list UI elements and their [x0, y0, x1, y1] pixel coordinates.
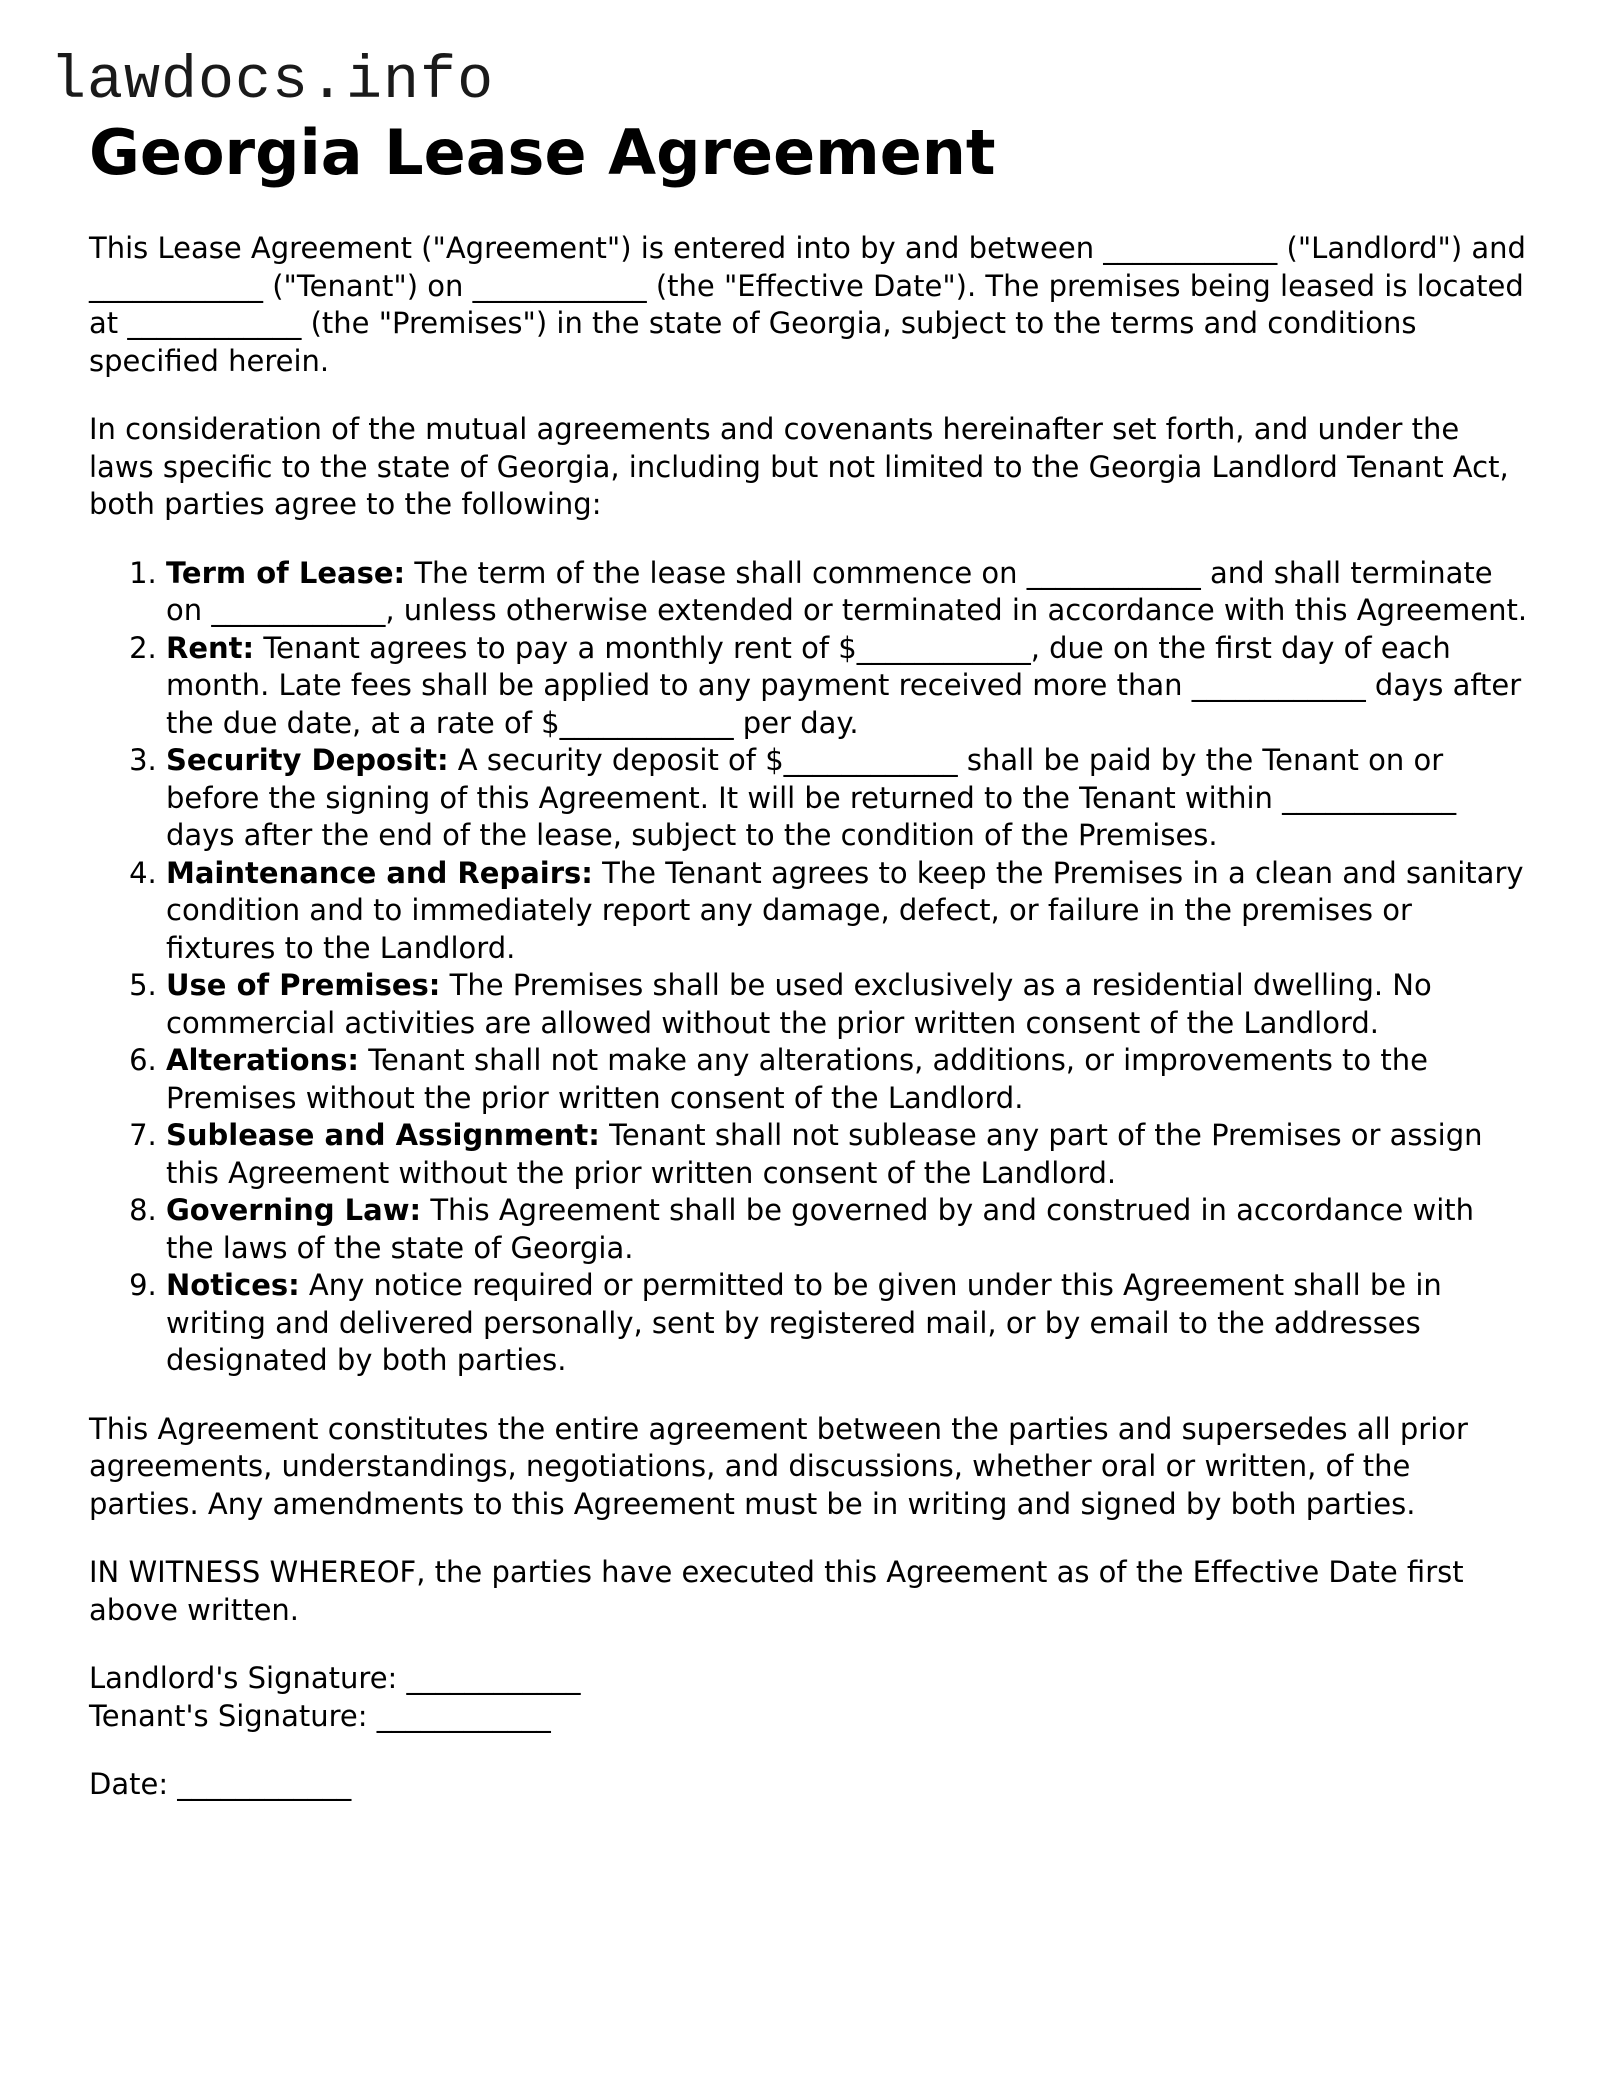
document-title: Georgia Lease Agreement — [89, 116, 996, 189]
document-body — [89, 118, 1529, 1804]
clause-text: Tenant shall not make any alterations, additions, or improvements to the Premises without the prior written consent of the Landlord. — [166, 1043, 1428, 1115]
witness-paragraph: IN WITNESS WHEREOF, the parties have executed this Agreement as of the Effective Date first above written. — [89, 1555, 1464, 1627]
clause-heading: Governing Law: — [166, 1193, 422, 1227]
clause-use-of-premises — [166, 967, 1529, 1042]
clause-rent — [166, 630, 1529, 743]
clause-heading: Notices: — [166, 1268, 300, 1302]
clause-governing-law — [166, 1192, 1529, 1267]
clause-text: The term of the lease shall commence on ____________ and shall terminate on ____________, unless otherwise extended or terminated in accordance with this Agreement. — [166, 555, 1528, 627]
clause-text: This Agreement shall be governed by and construed in accordance with the laws of the state of Georgia. — [166, 1193, 1475, 1265]
clause-notices — [166, 1267, 1529, 1380]
site-watermark: lawdocs.info — [50, 48, 495, 116]
clause-heading: Security Deposit: — [166, 743, 449, 777]
clause-heading: Rent: — [166, 630, 255, 665]
clause-heading: Maintenance and Repairs: — [166, 855, 593, 890]
clause-alterations — [166, 1042, 1529, 1117]
entire-agreement-paragraph: This Agreement constitutes the entire agreement between the parties and supersedes all prior agreements, understandings, negotiations, and discussions, whether oral or written, of the parties. Any amendments to this Agreement must be in writing and signed by both parties. — [89, 1411, 1468, 1521]
clause-security-deposit — [166, 742, 1529, 855]
clause-heading: Use of Premises: — [166, 968, 441, 1002]
clause-text: The Tenant agrees to keep the Premises in a clean and sanitary condition and to immediately report any damage, defect, or failure in the premises or fixtures to the Landlord. — [166, 855, 1524, 965]
clause-heading: Sublease and Assignment: — [166, 1118, 600, 1152]
clause-sublease-and-assignment — [166, 1117, 1529, 1192]
consideration-paragraph: In consideration of the mutual agreements and covenants hereinafter set forth, and under the laws specific to the state of Georgia, including but not limited to the Georgia Landlord Tenant Act, both parties agree to the following: — [89, 412, 1509, 521]
date-line: Date: ____________ — [89, 1767, 352, 1801]
clause-text: A security deposit of $____________ shall be paid by the Tenant on or before the signing of this Agreement. It will be returned to the Tenant within ____________ days after the end of the lease, subject to the condition of the Premises. — [166, 743, 1457, 852]
signature-block — [89, 1660, 1529, 1804]
clause-term-of-lease — [166, 555, 1529, 630]
clause-list — [89, 555, 1529, 1380]
intro-paragraph: This Lease Agreement ("Agreement") is entered into by and between ____________ ("Landlord") and ____________ ("Tenant") on ____________ (the "Effective Date"). The premises being leased is located at ____________ (the "Premises") in the state of Georgia, subject to the terms and conditions specified herein. — [89, 231, 1526, 378]
tenant-signature-line: Tenant's Signature: ____________ — [89, 1698, 551, 1733]
clause-heading: Alterations: — [166, 1043, 360, 1077]
clause-text: Tenant agrees to pay a monthly rent of $____________, due on the first day of each month. Late fees shall be applied to any payment received more than ____________ days after the due date, at a rate of $____________ per day. — [166, 630, 1522, 740]
landlord-signature-line: Landlord's Signature: ____________ — [89, 1661, 581, 1695]
clause-text: Tenant shall not sublease any part of the Premises or assign this Agreement without the prior written consent of the Landlord. — [166, 1118, 1483, 1190]
clause-text: Any notice required or permitted to be given under this Agreement shall be in writing and delivered personally, sent by registered mail, or by email to the addresses designated by both parties. — [166, 1268, 1442, 1377]
clause-heading: Term of Lease: — [166, 555, 406, 590]
clause-text: The Premises shall be used exclusively as a residential dwelling. No commercial activities are allowed without the prior written consent of the Landlord. — [166, 968, 1432, 1040]
clause-maintenance-and-repairs — [166, 855, 1529, 968]
